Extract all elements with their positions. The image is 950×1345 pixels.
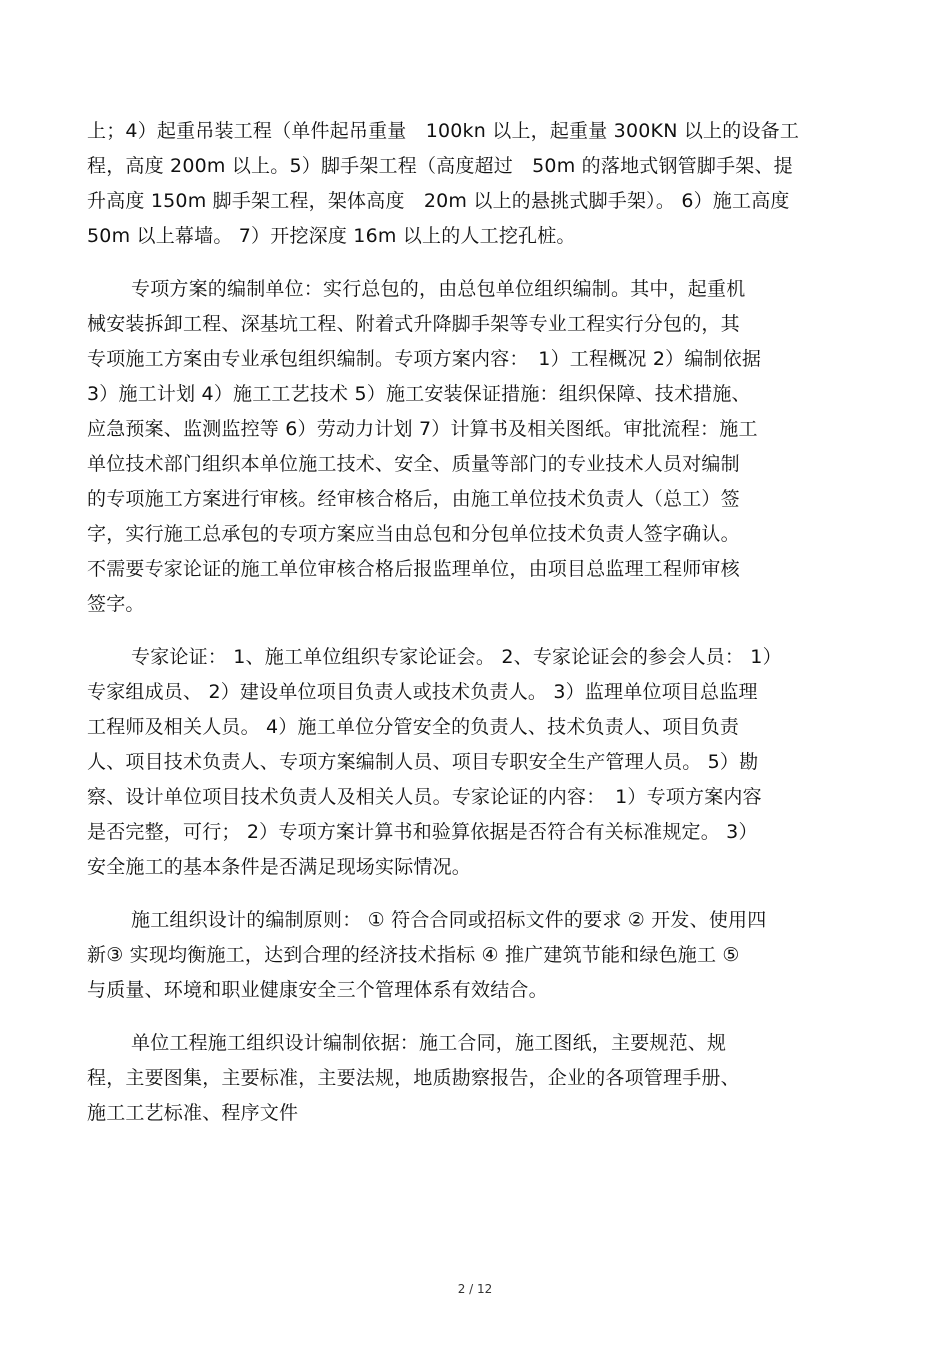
text-line: 3）施工计划 4）施工工艺技术 5）施工安装保证措施：组织保障、技术措施、 bbox=[87, 383, 751, 405]
text-line: 上；4）起重吊装工程（单件起吊重量 100kn 以上，起重量 300KN 以上的设备工 bbox=[87, 120, 800, 142]
text-line: 专项方案的编制单位：实行总包的，由总包单位组织编制。其中，起重机 bbox=[131, 278, 746, 300]
text-line: 应急预案、监测监控等 6）劳动力计划 7）计算书及相关图纸。审批流程：施工 bbox=[87, 418, 758, 440]
paragraph-expert-review bbox=[87, 640, 867, 885]
text-line: 察、设计单位项目技术负责人及相关人员。专家论证的内容： 1）专项方案内容 bbox=[87, 786, 762, 808]
text-line: 人、项目技术负责人、专项方案编制人员、项目专职安全生产管理人员。 5）勘 bbox=[87, 751, 759, 773]
text-line: 字，实行施工总承包的专项方案应当由总包和分包单位技术负责人签字确认。 bbox=[87, 523, 740, 545]
text-line: 械安装拆卸工程、深基坑工程、附着式升降脚手架等专业工程实行分包的，其 bbox=[87, 313, 740, 335]
page-number: 2 / 12 bbox=[457, 1282, 493, 1296]
paragraph-design-principles bbox=[87, 903, 867, 1008]
text-line: 单位技术部门组织本单位施工技术、安全、质量等部门的专业技术人员对编制 bbox=[87, 453, 740, 475]
text-line: 专家组成员、 2）建设单位项目负责人或技术负责人。 3）监理单位项目总监理 bbox=[87, 681, 758, 703]
text-line: 新③ 实现均衡施工，达到合理的经济技术指标 ④ 推广建筑节能和绿色施工 ⑤ bbox=[87, 944, 740, 966]
text-line: 施工组织设计的编制原则： ① 符合合同或招标文件的要求 ② 开发、使用四 bbox=[131, 909, 767, 931]
text-line: 施工工艺标准、程序文件 bbox=[87, 1102, 299, 1124]
text-line: 升高度 150m 脚手架工程，架体高度 20m 以上的悬挑式脚手架）。 6）施工高度 bbox=[87, 190, 790, 212]
paragraph-hazardous-works bbox=[87, 114, 867, 254]
text-line: 单位工程施工组织设计编制依据：施工合同，施工图纸，主要规范、规 bbox=[131, 1032, 727, 1054]
text-line: 不需要专家论证的施工单位审核合格后报监理单位，由项目总监理工程师审核 bbox=[87, 558, 740, 580]
paragraph-design-basis bbox=[87, 1026, 867, 1131]
text-line: 专家论证： 1、施工单位组织专家论证会。 2、专家论证会的参会人员： 1） bbox=[131, 646, 782, 668]
text-line: 50m 以上幕墙。 7）开挖深度 16m 以上的人工挖孔桩。 bbox=[87, 225, 576, 247]
text-line: 是否完整，可行； 2）专项方案计算书和验算依据是否符合有关标准规定。 3） bbox=[87, 821, 758, 843]
text-line: 的专项施工方案进行审核。经审核合格后，由施工单位技术负责人（总工）签 bbox=[87, 488, 740, 510]
text-line: 签字。 bbox=[87, 593, 145, 615]
text-line: 与质量、环境和职业健康安全三个管理体系有效结合。 bbox=[87, 979, 548, 1001]
text-line: 专项施工方案由专业承包组织编制。专项方案内容： 1）工程概况 2）编制依据 bbox=[87, 348, 762, 370]
text-line: 安全施工的基本条件是否满足现场实际情况。 bbox=[87, 856, 472, 878]
text-line: 程，主要图集，主要标准，主要法规，地质勘察报告，企业的各项管理手册、 bbox=[87, 1067, 740, 1089]
text-line: 工程师及相关人员。 4）施工单位分管安全的负责人、技术负责人、项目负责 bbox=[87, 716, 740, 738]
paragraph-special-plan bbox=[87, 272, 867, 622]
text-line: 程，高度 200m 以上。5）脚手架工程（高度超过 50m 的落地式钢管脚手架、提 bbox=[87, 155, 793, 177]
